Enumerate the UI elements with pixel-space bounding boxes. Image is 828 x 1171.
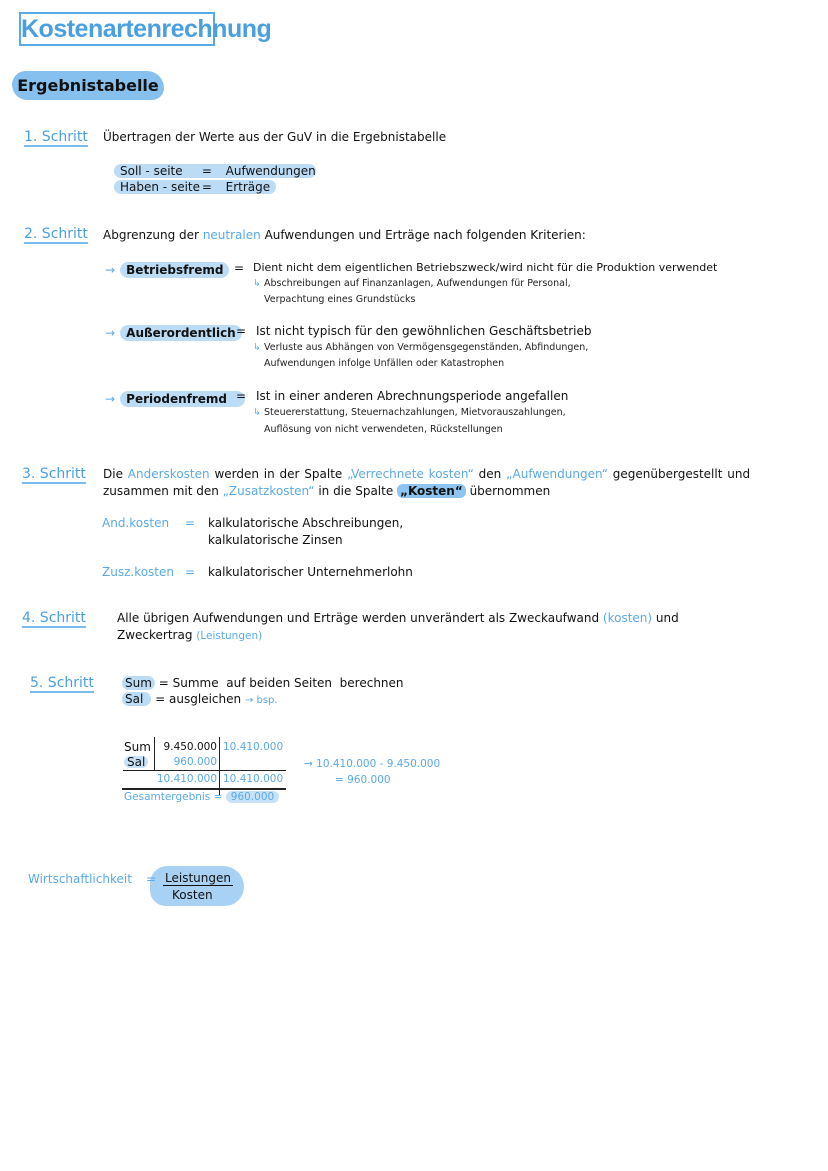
highlight: „Kosten“	[397, 484, 466, 498]
numerator: Leistungen	[165, 871, 231, 885]
formula-label: Wirtschaftlichkeit	[28, 872, 132, 886]
text: übernommen	[469, 484, 551, 498]
eq: =	[236, 324, 247, 338]
step-1-text: Übertragen der Werte aus der GuV in die Ergebnistabelle	[103, 130, 447, 144]
calc-line: → 10.410.000 - 9.450.000	[304, 758, 441, 770]
value: Summe auf beiden Seiten berechnen	[172, 676, 404, 690]
eq: =	[201, 180, 212, 194]
example-line: Verpachtung eines Grundstücks	[264, 294, 416, 305]
value: Erträge	[225, 180, 271, 194]
step-3-line1	[103, 468, 750, 480]
example-line: Auflösung von nicht verwendeten, Rückstellungen	[264, 424, 503, 435]
section-heading: Ergebnistabelle	[12, 71, 164, 100]
value: Aufwendungen	[225, 164, 316, 178]
sum-row	[122, 677, 404, 689]
text: Die	[103, 467, 123, 481]
step-4-label: 4. Schritt	[22, 610, 86, 626]
arrow-right-icon: →	[105, 263, 116, 277]
term: Sal	[122, 692, 151, 706]
text: gegenübergestellt und	[612, 467, 751, 481]
cell: 10.410.000	[156, 773, 217, 785]
denominator: Kosten	[172, 888, 213, 902]
step-5-label: 5. Schritt	[30, 675, 94, 691]
step-2-text	[103, 229, 586, 241]
cell: 10.410.000	[223, 741, 284, 753]
haben-row	[114, 180, 276, 194]
text: Steuererstattung, Steuernachzahlungen, Mietvorauszahlungen,	[263, 407, 566, 418]
criterion-ausserordentlich	[105, 324, 242, 340]
def-value: kalkulatorischer Unternehmerlohn	[208, 565, 413, 579]
highlight: (Leistungen)	[196, 630, 263, 642]
eq: =	[158, 676, 169, 690]
example-line	[253, 408, 566, 418]
text: zusammen mit den	[103, 484, 219, 498]
highlight: „Verrechnete kosten“	[347, 467, 474, 481]
text: Alle übrigen Aufwendungen und Erträge werden unverändert als Zweckaufwand	[117, 611, 600, 625]
criterion-betriebsfremd	[105, 261, 229, 277]
term: Betriebsfremd	[120, 262, 229, 278]
example-line	[253, 343, 588, 353]
formula-eq: =	[146, 872, 157, 886]
def-term: And.kosten	[102, 516, 170, 530]
step-3-label: 3. Schritt	[22, 466, 86, 482]
cell: 960.000	[173, 756, 217, 768]
highlight: neutralen	[202, 228, 261, 242]
return-arrow-icon: ↳	[253, 278, 264, 289]
eq: =	[234, 261, 245, 275]
criterion-periodenfremd	[105, 390, 245, 406]
text: Zweckertrag	[117, 628, 193, 642]
highlight: „Aufwendungen“	[506, 467, 608, 481]
text: den	[478, 467, 502, 481]
term: Außerordentlich	[120, 325, 242, 341]
note: → bsp.	[244, 695, 278, 706]
example-line	[253, 279, 571, 289]
text: Abgrenzung der	[103, 228, 199, 242]
step-4-line1	[117, 612, 679, 624]
def-value: kalkulatorische Zinsen	[208, 533, 343, 547]
result-value: 960.000	[226, 791, 279, 803]
highlight: „Zusatzkosten“	[222, 484, 315, 498]
arrow-right-icon: →	[105, 392, 116, 406]
definition: Dient nicht dem eigentlichen Betriebszweck/wird nicht für die Produktion verwendet	[253, 261, 718, 274]
text: Verluste aus Abhängen von Vermögensgegenständen, Abfindungen,	[263, 342, 589, 353]
step-2-label: 2. Schritt	[24, 226, 88, 242]
text: und	[655, 611, 679, 625]
example-line: Aufwendungen infolge Unfällen oder Katastrophen	[264, 358, 505, 369]
term: Periodenfremd	[120, 391, 245, 407]
def-term: Zusz.kosten	[102, 565, 174, 579]
result-row	[124, 792, 279, 803]
eq: =	[155, 692, 166, 706]
page-title: Kostenartenrechnung	[19, 12, 215, 46]
eq: =	[185, 516, 196, 530]
text: Aufwendungen und Erträge nach folgenden Kriterien:	[264, 228, 586, 242]
return-arrow-icon: ↳	[253, 407, 264, 418]
cell: 10.410.000	[223, 773, 284, 785]
highlight: Anderskosten	[127, 467, 210, 481]
arrow-right-icon: →	[105, 326, 116, 340]
highlight: (kosten)	[602, 611, 653, 625]
row-label-sum: Sum	[124, 740, 151, 754]
definition: Ist nicht typisch für den gewöhnlichen Geschäftsbetrieb	[256, 324, 592, 338]
text: in die Spalte	[318, 484, 394, 498]
term: Soll - seite	[120, 164, 183, 178]
text: Abschreibungen auf Finanzanlagen, Aufwendungen für Personal,	[263, 278, 571, 289]
cell: 9.450.000	[163, 741, 217, 753]
step-4-line2	[117, 629, 262, 642]
calc-result: = 960.000	[335, 774, 391, 786]
step-3-line2	[103, 485, 550, 497]
return-arrow-icon: ↳	[253, 342, 264, 353]
result-label: Gesamtergebnis =	[124, 791, 223, 803]
eq: =	[236, 389, 247, 403]
step-1-label: 1. Schritt	[24, 129, 88, 145]
row-label-sal: Sal	[124, 756, 148, 768]
definition: Ist in einer anderen Abrechnungsperiode angefallen	[256, 389, 569, 403]
soll-row	[114, 164, 316, 178]
term: Haben - seite	[120, 180, 200, 194]
def-value: kalkulatorische Abschreibungen,	[208, 516, 404, 530]
value: ausgleichen	[169, 692, 242, 706]
eq: =	[185, 565, 196, 579]
term: Sum	[122, 676, 155, 690]
sal-row	[122, 693, 278, 706]
text: werden in der Spalte	[214, 467, 343, 481]
eq: =	[201, 164, 212, 178]
